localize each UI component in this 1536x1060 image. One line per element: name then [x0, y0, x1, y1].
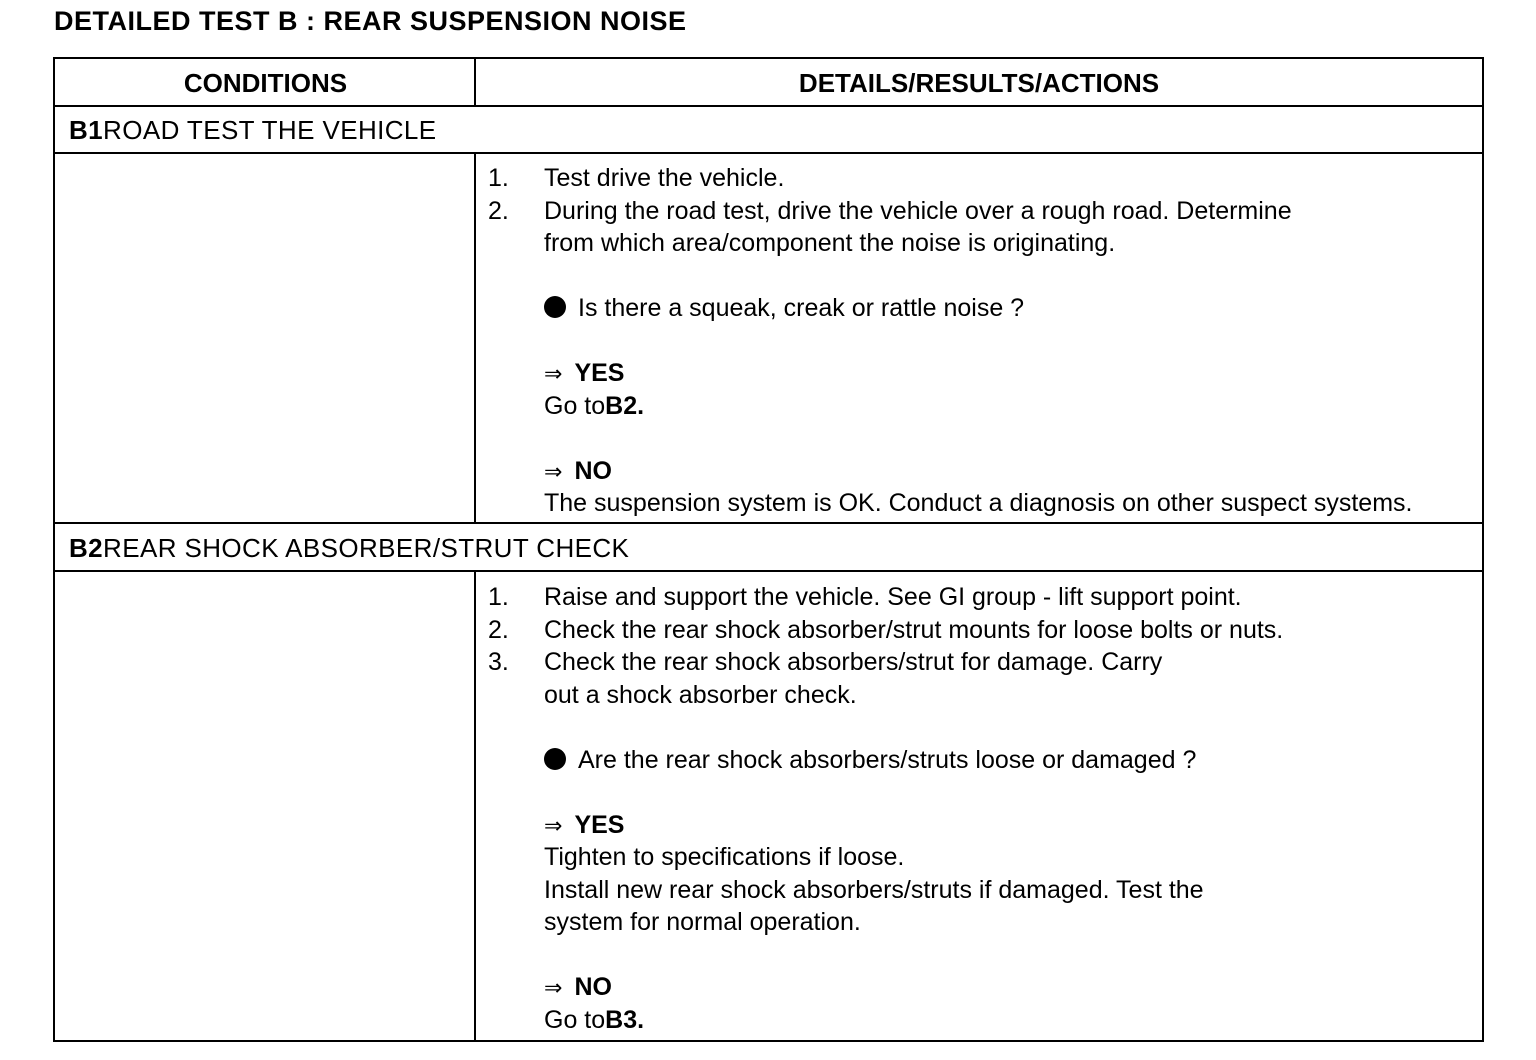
- step-text: During the road test, drive the vehicle over a rough road. Determine: [544, 196, 1292, 225]
- b1-step-2-continued: from which area/component the noise is originating.: [544, 229, 1116, 257]
- step-number: 1.: [488, 164, 509, 192]
- step-text: Check the rear shock absorber/strut mounts for loose bolts or nuts.: [544, 615, 1284, 644]
- b2-yes-action-2: Install new rear shock absorbers/struts if damaged. Test the: [544, 875, 1204, 904]
- bullet-icon: [544, 296, 566, 318]
- b1-column-divider: [474, 152, 476, 524]
- b1-yes-heading: [488, 357, 1412, 390]
- b2-yes-heading: [488, 809, 1283, 842]
- header-column-divider: [474, 59, 476, 107]
- b2-no-action: [488, 1004, 1283, 1037]
- b1-title-divider: [55, 152, 1482, 154]
- b2-step-3: [488, 646, 1283, 679]
- b1-step-1: [488, 162, 1412, 195]
- b2-question: [488, 744, 1283, 777]
- step-number: 2.: [488, 615, 509, 644]
- b1-step-title: [69, 115, 437, 146]
- b2-step-2: [488, 614, 1283, 647]
- implies-arrow-icon: ⇒: [544, 812, 563, 838]
- step-number: 2.: [488, 196, 509, 225]
- b1-step-2: [488, 195, 1412, 228]
- step-text: Check the rear shock absorbers/strut for damage. Carry: [544, 648, 1163, 676]
- implies-arrow-icon: ⇒: [544, 975, 563, 1000]
- document-title: DETAILED TEST B : REAR SUSPENSION NOISE: [54, 6, 687, 36]
- b2-step-title: [69, 533, 629, 564]
- implies-arrow-icon: ⇒: [544, 458, 563, 484]
- question-text: Is there a squeak, creak or rattle noise ?: [578, 294, 1025, 322]
- b2-title-divider: [55, 570, 1482, 572]
- yes-action-text: Go to: [544, 391, 606, 420]
- yes-action-ref: B2.: [605, 391, 645, 420]
- b2-step-1: [488, 581, 1283, 614]
- header-divider: [55, 105, 1482, 107]
- diagnostic-table: [53, 57, 1484, 1042]
- question-text: Are the rear shock absorbers/struts loose or damaged ?: [578, 745, 1197, 774]
- step-number: 3.: [488, 648, 509, 676]
- step-text: Raise and support the vehicle. See GI group - lift support point.: [544, 583, 1242, 611]
- b1-body-divider: [55, 522, 1482, 524]
- b2-step-3-continued: out a shock absorber check.: [544, 680, 857, 709]
- implies-arrow-icon: ⇒: [544, 361, 563, 386]
- b1-details: [488, 162, 1412, 520]
- b2-details: [488, 581, 1283, 1036]
- b1-step-name: ROAD TEST THE VEHICLE: [103, 115, 437, 145]
- b2-yes-action-3: system for normal operation.: [544, 908, 861, 936]
- yes-label: YES: [574, 810, 625, 839]
- b1-yes-action: [488, 390, 1412, 423]
- b2-column-divider: [474, 570, 476, 1040]
- b2-yes-action-1: Tighten to specifications if loose.: [544, 843, 905, 871]
- b1-no-action: The suspension system is OK. Conduct a diagnosis on other suspect systems.: [544, 489, 1413, 517]
- no-label: NO: [574, 973, 612, 1001]
- b1-no-heading: [488, 455, 1412, 488]
- b2-no-heading: [488, 971, 1283, 1004]
- b1-question: [488, 292, 1412, 325]
- no-action-ref: B3.: [605, 1005, 645, 1034]
- column-header-details: DETAILS/RESULTS/ACTIONS: [798, 67, 1160, 98]
- yes-label: YES: [574, 359, 625, 387]
- step-number: 1.: [488, 583, 509, 611]
- no-label: NO: [574, 456, 612, 485]
- step-text: Test drive the vehicle.: [544, 164, 785, 192]
- bullet-icon: [544, 748, 566, 770]
- column-header-conditions: CONDITIONS: [183, 67, 348, 98]
- no-action-text: Go to: [544, 1005, 606, 1034]
- b1-step-code: B1: [69, 115, 104, 145]
- b2-step-name: REAR SHOCK ABSORBER/STRUT CHECK: [103, 533, 630, 563]
- b2-step-code: B2: [69, 533, 104, 563]
